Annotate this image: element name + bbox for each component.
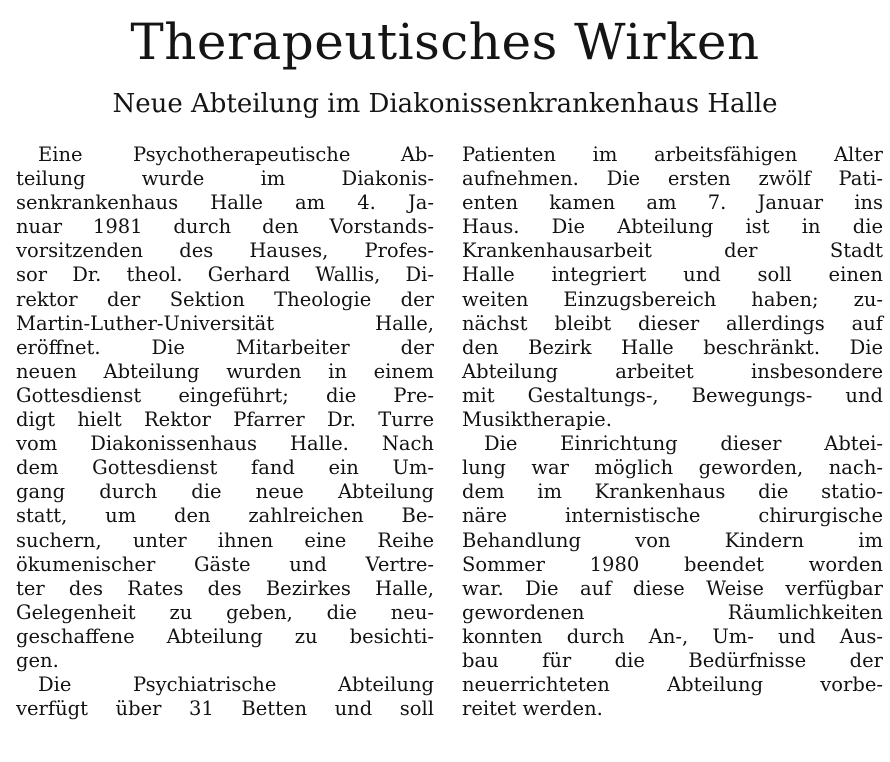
article-text-line: rektor der Sektion Theologie der bbox=[16, 287, 434, 311]
article-text-line: ter des Rates des Bezirkes Halle, bbox=[16, 576, 434, 600]
article-text-line: sor Dr. theol. Gerhard Wallis, Di- bbox=[16, 263, 434, 287]
article-text-line: Patienten im arbeitsfähigen Alter bbox=[462, 143, 883, 166]
article-text-line: vom Diakonissenhaus Halle. Nach bbox=[16, 432, 434, 456]
article-text-line: Behandlung von Kindern im bbox=[462, 528, 883, 552]
article-column-right bbox=[462, 143, 883, 721]
article-text-line: statt, um den zahlreichen Be- bbox=[16, 504, 434, 528]
article-text-line: verfügt über 31 Betten und soll bbox=[16, 697, 434, 721]
article-text-line: teilung wurde im Diakonis- bbox=[16, 167, 434, 191]
article-text-line: den Bezirk Halle beschränkt. Die bbox=[462, 335, 883, 359]
article-text-line: Halle integriert und soll einen bbox=[462, 263, 883, 287]
article-text-line: Gelegenheit zu geben, die neu- bbox=[16, 600, 434, 624]
article-text-line: Musiktherapie. bbox=[462, 408, 612, 432]
article-text-line: dem Gottesdienst fand ein Um- bbox=[16, 456, 434, 480]
article-text-line: dem im Krankenhaus die statio- bbox=[462, 480, 883, 504]
article-text-line: bau für die Bedürfnisse der bbox=[462, 648, 883, 672]
article-text-line: aufnehmen. Die ersten zwölf Pati- bbox=[462, 167, 883, 191]
article-text-line: digt hielt Rektor Pfarrer Dr. Turre bbox=[16, 408, 434, 432]
article-text-line: Die Einrichtung dieser Abtei- bbox=[484, 432, 883, 456]
article-text-line: Gottesdienst eingeführt; die Pre- bbox=[16, 383, 434, 407]
article-text-line: nächst bleibt dieser allerdings auf bbox=[462, 311, 883, 335]
article-text-line: mit Gestaltungs-, Bewegungs- und bbox=[462, 383, 883, 407]
article-text-line: gang durch die neue Abteilung bbox=[16, 480, 434, 504]
article-text-line: Martin-Luther-Universität Halle, bbox=[16, 311, 434, 335]
article-text-line: geschaffene Abteilung zu besichti- bbox=[16, 624, 434, 648]
article-text-line: suchern, unter ihnen eine Reihe bbox=[16, 528, 434, 552]
article-text-line: neuerrichteten Abteilung vorbe- bbox=[462, 673, 883, 697]
article-text-line: Krankenhausarbeit der Stadt bbox=[462, 239, 883, 263]
article-text-line: neuen Abteilung wurden in einem bbox=[16, 359, 434, 383]
article-column-left bbox=[16, 143, 434, 721]
article-text-line: Abteilung arbeitet insbesondere bbox=[462, 359, 883, 383]
article-text-line: vorsitzenden des Hauses, Profes- bbox=[16, 239, 434, 263]
article-text-line: war. Die auf diese Weise verfügbar bbox=[462, 576, 883, 600]
article-text-line: Haus. Die Abteilung ist in die bbox=[462, 215, 883, 239]
article-text-line: gewordenen Räumlichkeiten bbox=[462, 600, 883, 624]
article-text-line: Die Psychiatrische Abteilung bbox=[38, 673, 434, 697]
article-headline: Therapeutisches Wirken bbox=[130, 13, 760, 71]
article-text-line: gen. bbox=[16, 648, 59, 672]
article-text-line: Sommer 1980 beendet worden bbox=[462, 552, 883, 576]
article-text-line: enten kamen am 7. Januar ins bbox=[462, 191, 883, 215]
article-text-line: konnten durch An-, Um- und Aus- bbox=[462, 624, 883, 648]
article-text-line: lung war möglich geworden, nach- bbox=[462, 456, 883, 480]
article-text-line: reitet werden. bbox=[462, 697, 603, 721]
article-text-line: ökumenischer Gäste und Vertre- bbox=[16, 552, 434, 576]
article-text-line: Eine Psychotherapeutische Ab- bbox=[38, 143, 434, 166]
article-text-line: eröffnet. Die Mitarbeiter der bbox=[16, 335, 434, 359]
article-text-line: nuar 1981 durch den Vorstands- bbox=[16, 215, 434, 239]
article-text-line: näre internistische chirurgische bbox=[462, 504, 883, 528]
article-text-line: senkrankenhaus Halle am 4. Ja- bbox=[16, 191, 434, 215]
article-subheadline: Neue Abteilung im Diakonissenkrankenhaus Halle bbox=[112, 89, 778, 119]
article-text-line: weiten Einzugsbereich haben; zu- bbox=[462, 287, 883, 311]
